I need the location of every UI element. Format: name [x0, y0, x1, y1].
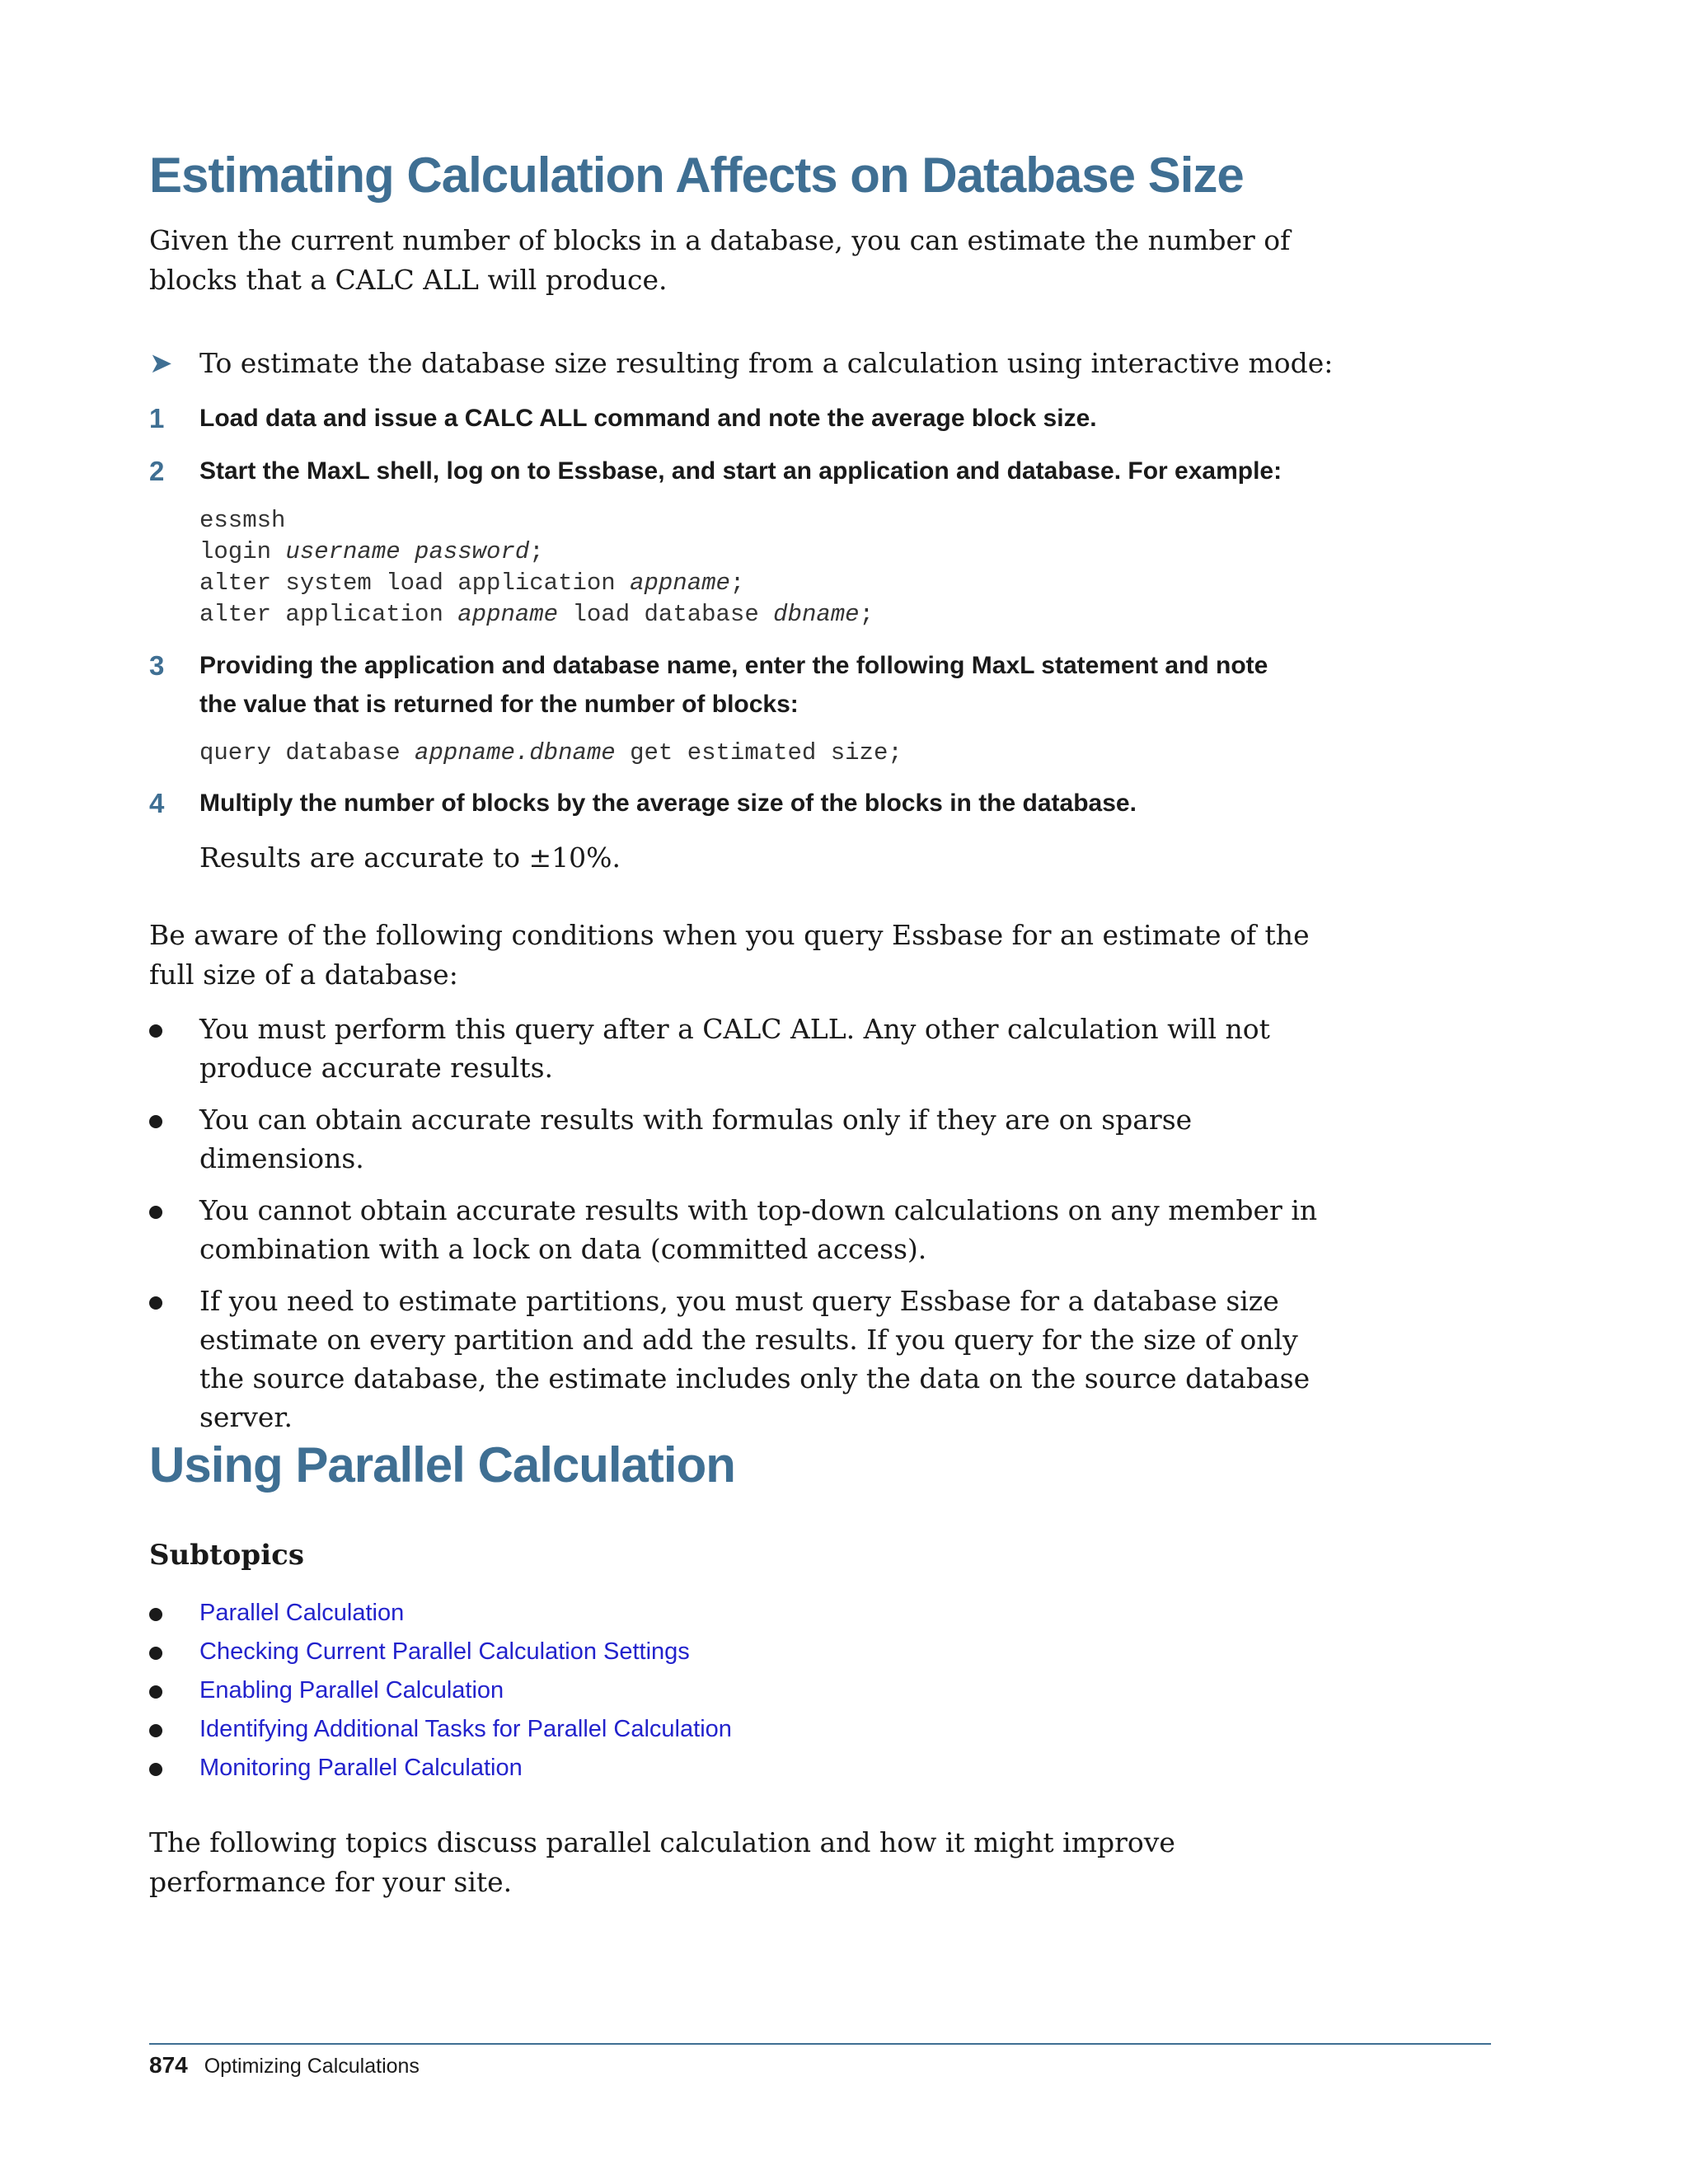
chapter-title: Optimizing Calculations — [204, 2055, 420, 2078]
bullet-icon — [149, 1685, 162, 1699]
bullet-icon — [149, 1763, 162, 1776]
bullet-icon — [149, 1647, 162, 1660]
maxl-code-block: essmsh login username password; alter system load application appname; alter application appname load database dbname; — [199, 507, 874, 628]
bullet-icon — [149, 1296, 162, 1310]
list-item: If you need to estimate partitions, you must query Essbase for a database size estimate on every partition and add the results. If you query for the size of only the source database, the estimate includes only the data on the source database server. — [149, 1282, 1320, 1436]
list-item: You can obtain accurate results with formulas only if they are on sparse dimensions. — [149, 1100, 1320, 1178]
bullet-icon — [149, 1024, 162, 1038]
subtopics-list — [149, 1594, 732, 1788]
list-item: You must perform this query after a CALC ALL. Any other calculation will not produce accurate results. — [149, 1010, 1320, 1087]
subtopic-link-parallel-calculation[interactable]: Parallel Calculation — [199, 1600, 405, 1626]
subtopic-item — [149, 1594, 732, 1633]
step-number: 1 — [149, 403, 165, 434]
step-1 — [149, 399, 1303, 438]
conditions-list — [149, 1010, 1320, 1450]
subtopic-link-identifying-tasks[interactable]: Identifying Additional Tasks for Parallel Calculation — [199, 1716, 732, 1742]
page-number: 874 — [149, 2052, 188, 2078]
section-title-parallel: Using Parallel Calculation — [149, 1437, 735, 1493]
step-text: Providing the application and database name, enter the following MaxL statement and note the value that is returned for the number of blocks: — [199, 652, 1268, 718]
step-text: Start the MaxL shell, log on to Essbase, and start an application and database. For example: — [199, 457, 1282, 485]
step-4 — [149, 784, 1303, 823]
bullet-icon — [149, 1608, 162, 1621]
step-number: 2 — [149, 456, 165, 486]
procedure-intro — [149, 344, 1333, 383]
section-title-estimating: Estimating Calculation Affects on Database Size — [149, 148, 1244, 203]
subtopic-item — [149, 1633, 732, 1671]
list-item: You cannot obtain accurate results with top-down calculations on any member in combination with a lock on data (committed access). — [149, 1191, 1320, 1268]
conditions-intro: Be aware of the following conditions when you query Essbase for an estimate of the full size of a database: — [149, 919, 1310, 991]
subtopic-item — [149, 1749, 732, 1788]
bullet-icon — [149, 1724, 162, 1737]
page-footer — [149, 2052, 420, 2079]
step-number: 3 — [149, 650, 165, 681]
subtopics-heading: Subtopics — [149, 1539, 304, 1572]
subtopic-item — [149, 1710, 732, 1749]
closing-paragraph: The following topics discuss parallel calculation and how it might improve performance for your site. — [149, 1826, 1175, 1898]
intro-paragraph: Given the current number of blocks in a database, you can estimate the number of blocks that a CALC ALL will produce. — [149, 224, 1291, 296]
subtopic-item — [149, 1671, 732, 1710]
step-3 — [149, 646, 1303, 724]
step-text: Multiply the number of blocks by the average size of the blocks in the database. — [199, 790, 1137, 817]
procedure-arrow-icon: ➤ — [149, 347, 173, 380]
procedure-intro-text: To estimate the database size resulting from a calculation using interactive mode: — [199, 347, 1334, 379]
bullet-icon — [149, 1115, 162, 1128]
subtopic-link-enabling[interactable]: Enabling Parallel Calculation — [199, 1677, 504, 1704]
footer-divider — [149, 2043, 1491, 2045]
step-number: 4 — [149, 788, 165, 818]
step-text: Load data and issue a CALC ALL command and note the average block size. — [199, 405, 1097, 432]
step-2 — [149, 452, 1303, 490]
query-code-line: query database appname.dbname get estimated size; — [199, 739, 903, 766]
bullet-icon — [149, 1206, 162, 1219]
subtopic-link-monitoring[interactable]: Monitoring Parallel Calculation — [199, 1755, 523, 1781]
result-accuracy-note: Results are accurate to ±10%. — [199, 841, 621, 874]
subtopic-link-checking-settings[interactable]: Checking Current Parallel Calculation Settings — [199, 1638, 690, 1665]
